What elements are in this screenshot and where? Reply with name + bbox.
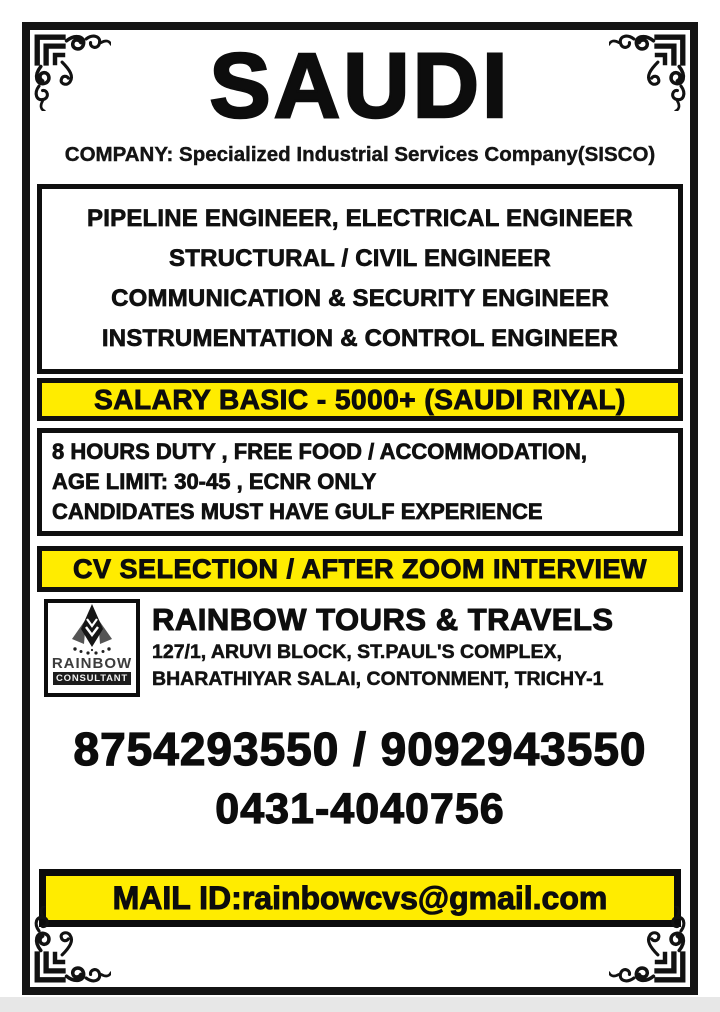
position-line: STRUCTURAL / CIVIL ENGINEER bbox=[169, 245, 551, 272]
benefit-line: CANDIDATES MUST HAVE GULF EXPERIENCE bbox=[52, 499, 543, 524]
agency-logo-word: RAINBOW bbox=[51, 655, 133, 672]
mail-banner: MAIL ID:rainbowcvs@gmail.com bbox=[39, 869, 681, 927]
benefit-line: AGE LIMIT: 30-45 , ECNR ONLY bbox=[52, 469, 377, 494]
company-line: COMPANY: Specialized Industrial Services Company(SISCO) bbox=[64, 143, 656, 166]
agency-section bbox=[44, 599, 683, 697]
corner-ornament-top-left-icon bbox=[31, 31, 111, 111]
phone-number-landline: 0431-4040756 bbox=[215, 785, 505, 833]
scan-edge-strip bbox=[0, 997, 720, 1012]
agency-name: RAINBOW TOURS & TRAVELS bbox=[152, 602, 614, 637]
corner-ornament-bottom-left-icon bbox=[31, 906, 111, 986]
agency-logo-subtitle: CONSULTANT bbox=[53, 672, 131, 685]
agency-address-line2: BHARATHIYAR SALAI, CONTONMENT, TRICHY-1 bbox=[152, 668, 604, 690]
peacock-logo-icon bbox=[61, 603, 123, 655]
agency-logo bbox=[44, 599, 140, 697]
selection-banner: CV SELECTION / AFTER ZOOM INTERVIEW bbox=[37, 546, 683, 592]
corner-ornament-bottom-right-icon bbox=[609, 906, 689, 986]
benefit-line: 8 HOURS DUTY , FREE FOOD / ACCOMMODATION, bbox=[52, 439, 587, 464]
phone-numbers-primary: 8754293550 / 9092943550 bbox=[73, 723, 647, 775]
position-line: COMMUNICATION & SECURITY ENGINEER bbox=[111, 285, 609, 312]
poster-title: SAUDI bbox=[209, 35, 511, 137]
corner-ornament-top-right-icon bbox=[609, 31, 689, 111]
benefits-box bbox=[37, 428, 683, 536]
positions-box bbox=[37, 184, 683, 374]
agency-address-line1: 127/1, ARUVI BLOCK, ST.PAUL'S COMPLEX, bbox=[152, 641, 562, 663]
salary-banner: SALARY BASIC - 5000+ (SAUDI RIYAL) bbox=[37, 378, 683, 421]
position-line: PIPELINE ENGINEER, ELECTRICAL ENGINEER bbox=[87, 205, 633, 232]
poster-frame bbox=[22, 22, 698, 995]
agency-text bbox=[152, 599, 614, 693]
position-line: INSTRUMENTATION & CONTROL ENGINEER bbox=[101, 325, 619, 352]
